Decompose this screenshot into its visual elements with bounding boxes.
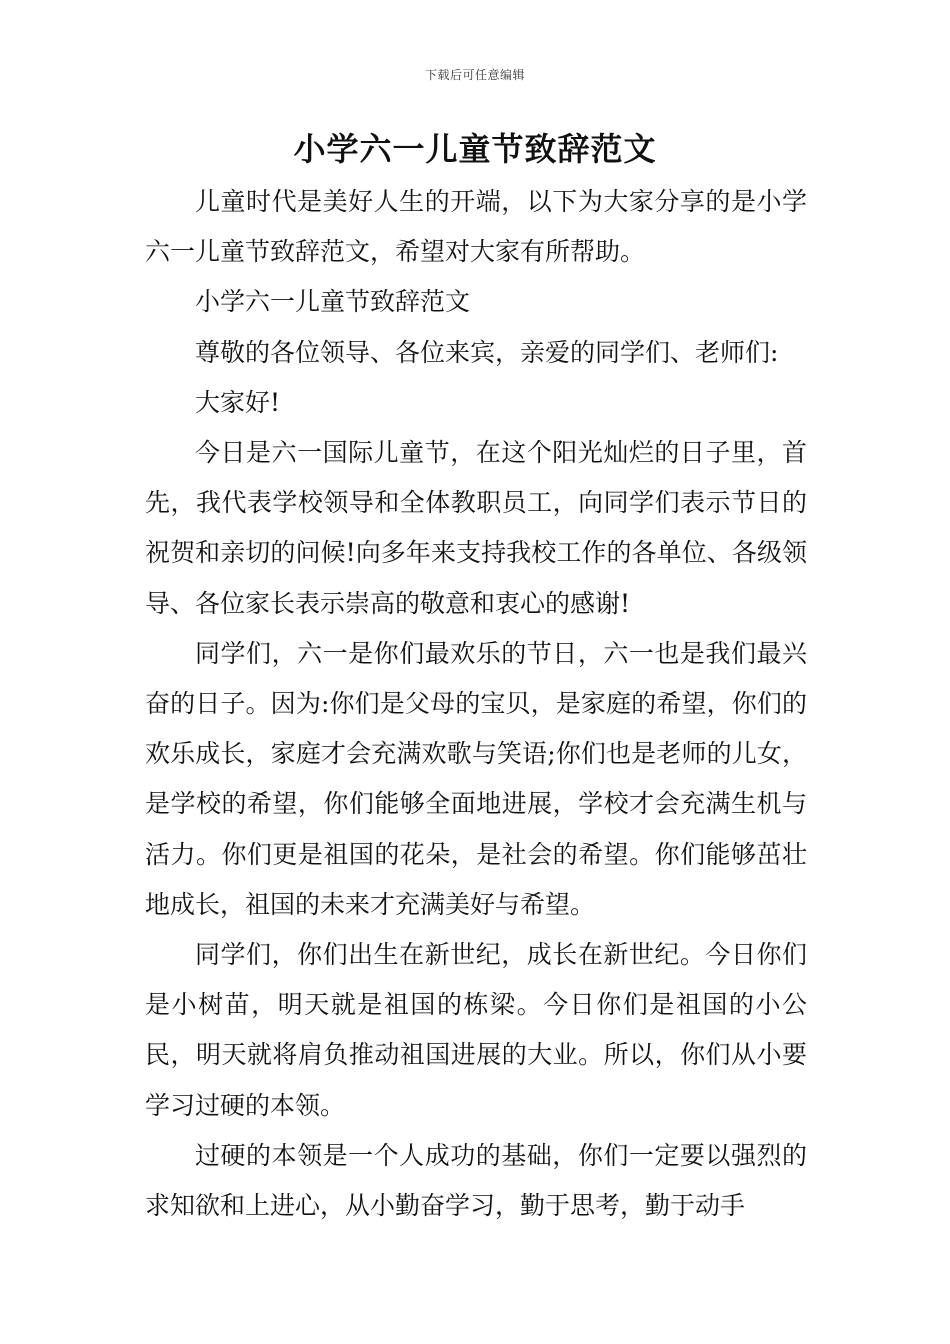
paragraph-body-4: 过硬的本领是一个人成功的基础，你们一定要以强烈的求知欲和上进心，从小勤奋学习，勤于思考，勤于动手 <box>145 1140 807 1221</box>
paragraph-salutation: 尊敬的各位领导、各位来宾，亲爱的同学们、老师们: <box>195 337 779 367</box>
document-title: 小学六一儿童节致辞范文 <box>293 130 657 168</box>
paragraph-intro: 儿童时代是美好人生的开端，以下为大家分享的是小学六一儿童节致辞范文，希望对大家有所帮助。 <box>145 187 807 267</box>
paragraph-body-2: 同学们，六一是你们最欢乐的节日，六一也是我们最兴奋的日子。因为:你们是父母的宝贝，是家庭的希望，你们的欢乐成长，家庭才会充满欢歌与笑语;你们也是老师的儿女，是学校的希望，你们能够全面地进展，学校才会充满生机与活力。你们更是祖国的花朵，是社会的希望。你们能够茁壮地成长，祖国的未来才充满美好与希望。 <box>145 638 807 919</box>
document-body <box>145 177 807 1231</box>
paragraph-greeting: 大家好! <box>195 387 281 417</box>
paragraph-subtitle: 小学六一儿童节致辞范文 <box>195 287 471 317</box>
paragraph-body-3: 同学们，你们出生在新世纪，成长在新世纪。今日你们是小树苗，明天就是祖国的栋梁。今日你们是祖国的小公民，明天就将肩负推动祖国进展的大业。所以，你们从小要学习过硬的本领。 <box>145 940 807 1120</box>
header-note: 下载后可任意编辑 <box>424 68 525 82</box>
paragraph-body-1: 今日是六一国际儿童节，在这个阳光灿烂的日子里，首先，我代表学校领导和全体教职员工，向同学们表示节日的祝贺和亲切的问候!向多年来支持我校工作的各单位、各级领导、各位家长表示崇高的敬意和衷心的感谢! <box>145 438 807 618</box>
